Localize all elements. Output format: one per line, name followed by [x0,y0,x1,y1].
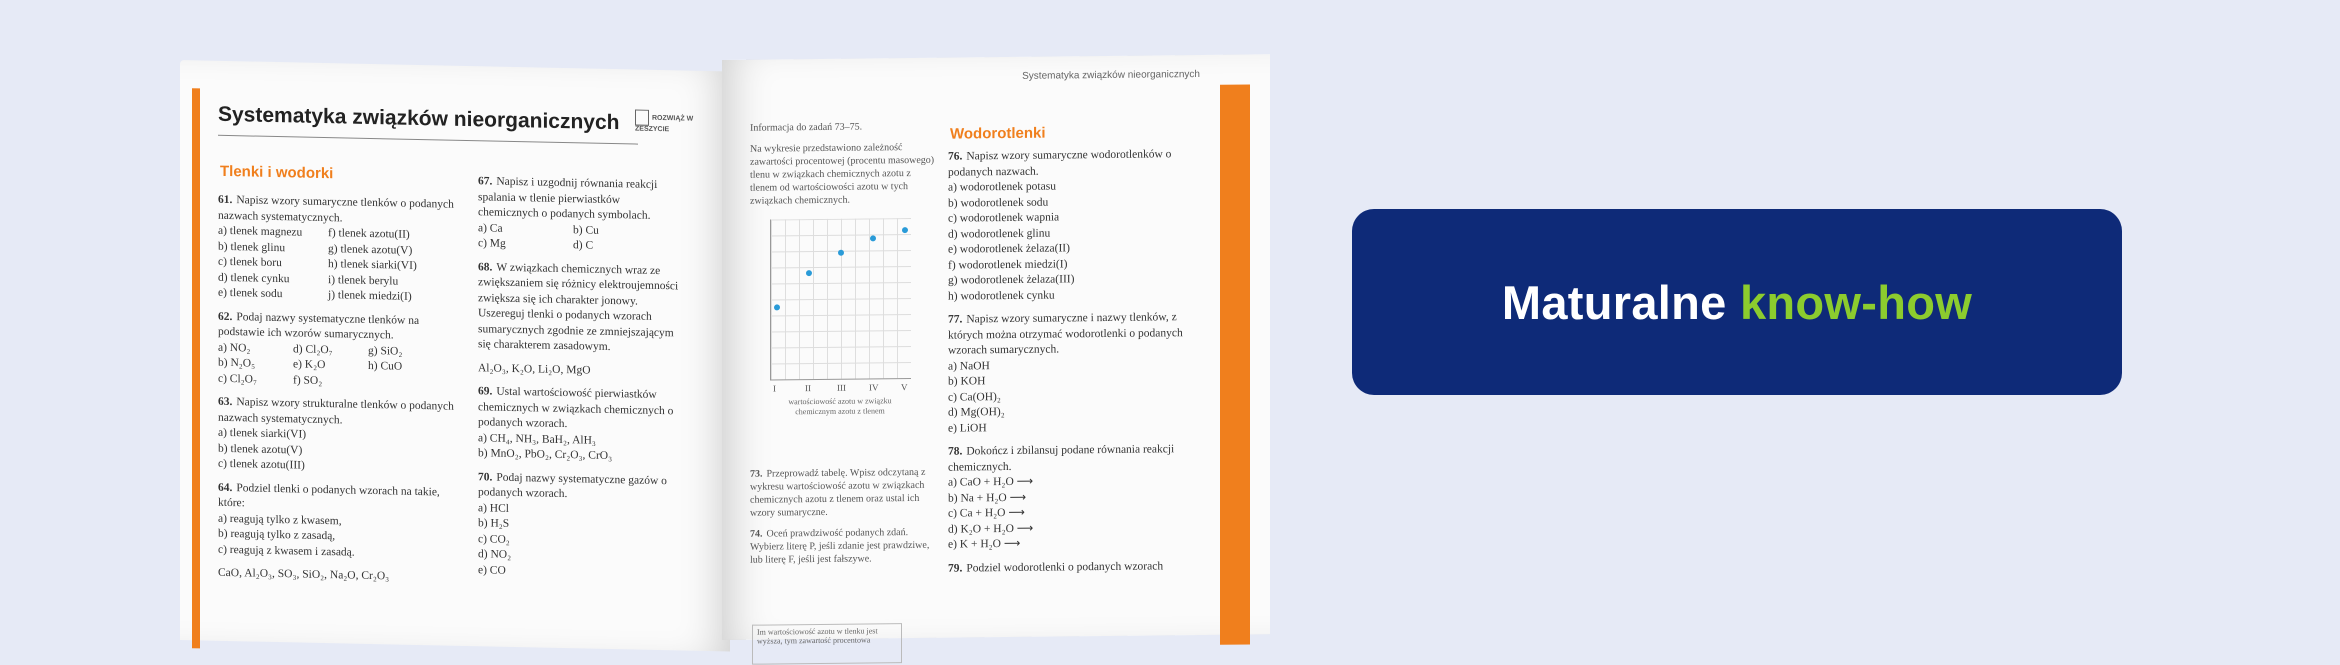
exercise-62-items: a) NO₂ d) Cl₂O₇ g) SiO₂ b) N₂O₅ e) K₂O h) CuO c) Cl₂O₇ f) SO₂ [218,341,403,387]
left-page [180,60,730,652]
exercise-61-items: a) tlenek magnezu f) tlenek azotu(II) b) tlenek glinu g) tlenek azotu(V) c) tlenek boru h) tlenek siarki(VI) d) tlenek cynku i) tlenek berylu e) tlenek sodu j) tlenek miedzi(I) [218,224,417,303]
x-tick-label: V [901,382,908,393]
promo-banner[interactable] [1352,209,2122,395]
chart-point [870,235,876,241]
chart-point [838,250,844,256]
scatter-chart [750,218,910,417]
notebook-icon [635,110,649,126]
chapter-title: Systematyka związków nieorganicznych [218,102,620,135]
rozwiaz-badge: ROZWIĄŻ W ZESZYCIE [635,110,695,139]
chart-caption: wartościowość azotu w związku chemicznym azotu z tlenem [788,396,892,417]
exercise-73: 73. Przeprowadź tabelę. Wpisz odczytaną z wykresu wartościowość azotu w związkach chemicznych azotu z tlenem oraz ustal ich wzory sumaryczne. [750,466,926,519]
exercise-67: 67. Napisz i uzgodnij równania reakcji spalania w tlenie pierwiastków chemicznych o podanych symbolach. [478,175,658,222]
exercise-74: 74. Oceń prawdziwość podanych zdań. Wybierz literę P, jeśli zdanie jest prawdziwe, lub literę F, jeśli jest fałszywe. [750,527,930,566]
intro-block: Informacja do zadań 73–75. Na wykresie przedstawiono zależność zawartości procentowej (procentu masowego) tlenu w związkach chemicznych azotu z tlenem od wartościowości azotu w tych związkach chemicznych. [750,121,935,207]
left-column: 61. Napisz wzory sumaryczne tlenków o podanych nazwach systematycznych. a) tlenek magnezu f) tlenek azotu(II) b) tlenek glinu g) tlenek azotu(V) c) tlenek boru h) tlenek siarki(VI) d) tlenek cynku i) tlenek berylu e) tlenek sodu j) tlenek miedzi(I) 62. Podaj nazwy systematyczne tlenków na podstawie ich wzorów sumarycznych. a) NO₂ d) Cl₂O₇ g) SiO₂ b) N₂O₅ e) K₂O h) CuO c) Cl₂O₇ f) SO₂ 63. Napisz wzory strukturalne tlenków o podanych nazwach systematycznych. a) tlenek siarki(VI) b) tlenek azotu(V) c) tlenek azotu(III) 64. Podziel tlenki o podanych wzorach na takie, które: a) reagują tylko z kwasem, b) reagują tylko z zasadą, c) reagują z kwasem i zasadą. CaO, Al₂O₃, SO₃, SiO₂, Na₂O, Cr₂O₃ [218,185,458,587]
chart-point [806,270,812,276]
exercise-79: 79. Podziel wodorotlenki o podanych wzorach [948,559,1164,575]
section-title: Tlenki i wodorki [220,162,334,183]
banner-title-main: Maturalne [1501,275,1727,329]
exercise-69: 69. Ustal wartościowość pierwiastków chemicznych w związkach chemicznych o podanych wzorach. [478,385,674,431]
true-false-table: Im wartościowość azotu w tlenku jest wyższa, tym zawartość procentowa [752,623,902,665]
chart-point [902,227,908,233]
exercise-68: 68. W związkach chemicznych wraz ze zwiększaniem się różnicy elektroujemności zwiększa się ich charakter jonowy. Uszereguj tlenki o podanych wzorach sumarycznych zgodnie ze zmniejszającym się charakterem zasadowym. [478,260,679,354]
right-column: 76. Napisz wzory sumaryczne wodorotlenków o podanych nazwach. a) wodorotlenek potasu b) wodorotlenek sodu c) wodorotlenek wapnia d) wodorotlenek glinu e) wodorotlenek żelaza(II) f) wodorotlenek miedzi(I) g) wodorotlenek żelaza(III) h) wodorotlenek cynku 77. Napisz wzory sumaryczne i nazwy tlenków, z których można otrzymać wodorotlenki o podanych wzorach sumarycznych. a) NaOH b) KOH c) Ca(OH)₂ d) Mg(OH)₂ e) LiOH 78. Dokończ i zbilansuj podane równania reakcji chemicznych. a) CaO + H₂O ⟶ b) Na + H₂O ⟶ c) Ca + H₂O ⟶ d) K₂O + H₂O ⟶ e) K + H₂O ⟶ 79. Podziel wodorotlenki o podanych wzorach [948,139,1188,577]
exercise-77: 77. Napisz wzory sumaryczne i nazwy tlenków, z których można otrzymać wodorotlenki o podanych wzorach sumarycznych. [948,311,1183,357]
section-title-wodorotlenki: Wodorotlenki [950,124,1046,143]
exercise-78: 78. Dokończ i zbilansuj podane równania reakcji chemicznych. [948,443,1175,474]
x-tick-label: II [805,383,811,394]
x-tick-label: I [773,383,776,394]
running-header: Systematyka związków nieorganicznych [1022,68,1200,82]
x-tick-label: IV [869,382,879,393]
exercise-63: 63. Napisz wzory strukturalne tlenków o podanych nazwach systematycznych. [218,395,454,426]
exercise-70: 70. Podaj nazwy systematyczne gazów o podanych wzorach. [478,470,667,501]
exercise-64: 64. Podziel tlenki o podanych wzorach na takie, które: [218,481,440,510]
lower-left-block [750,458,940,567]
exercise-76: 76. Napisz wzory sumaryczne wodorotlenków o podanych nazwach. [948,148,1172,179]
chart-plot-area [770,218,911,380]
banner-title-accent: know-how [1739,275,1973,329]
exercise-61: 61. Napisz wzory sumaryczne tlenków o podanych nazwach systematycznych. [218,193,454,224]
x-tick-label: III [837,382,846,393]
left-column-2: 67. Napisz i uzgodnij równania reakcji spalania w tlenie pierwiastków chemicznych o podanych symbolach. a) Ca b) Cu c) Mg d) C 68. W związkach chemicznych wraz ze zwiększaniem się różnicy elektroujemności zwiększa się ich charakter jonowy. Uszereguj tlenki o podanych wzorach sumarycznych zgodnie ze zmniejszającym się charakterem zasadowym. Al₂O₃, K₂O, Li₂O, MgO 69. Ustal wartościowość pierwiastków chemicznych w związkach chemicznych o podanych wzorach. a) CH₄, NH₃, BaH₂, AlH₃ b) MnO₂, PbO₂, Cr₂O₃, CrO₃ 70. Podaj nazwy systematyczne gazów o podanych wzorach. a) HCl b) H₂S c) CO₂ d) NO₂ e) CO [478,166,683,582]
orange-margin-stripe-right [1220,84,1250,644]
right-page [722,54,1270,646]
book-mockup [180,60,1270,646]
chart-point [774,304,780,310]
header-rule [218,135,638,145]
exercise-62: 62. Podaj nazwy systematyczne tlenków na podstawie ich wzorów sumarycznych. [218,310,420,342]
orange-margin-stripe [192,88,200,648]
banner-title [1502,275,1972,330]
